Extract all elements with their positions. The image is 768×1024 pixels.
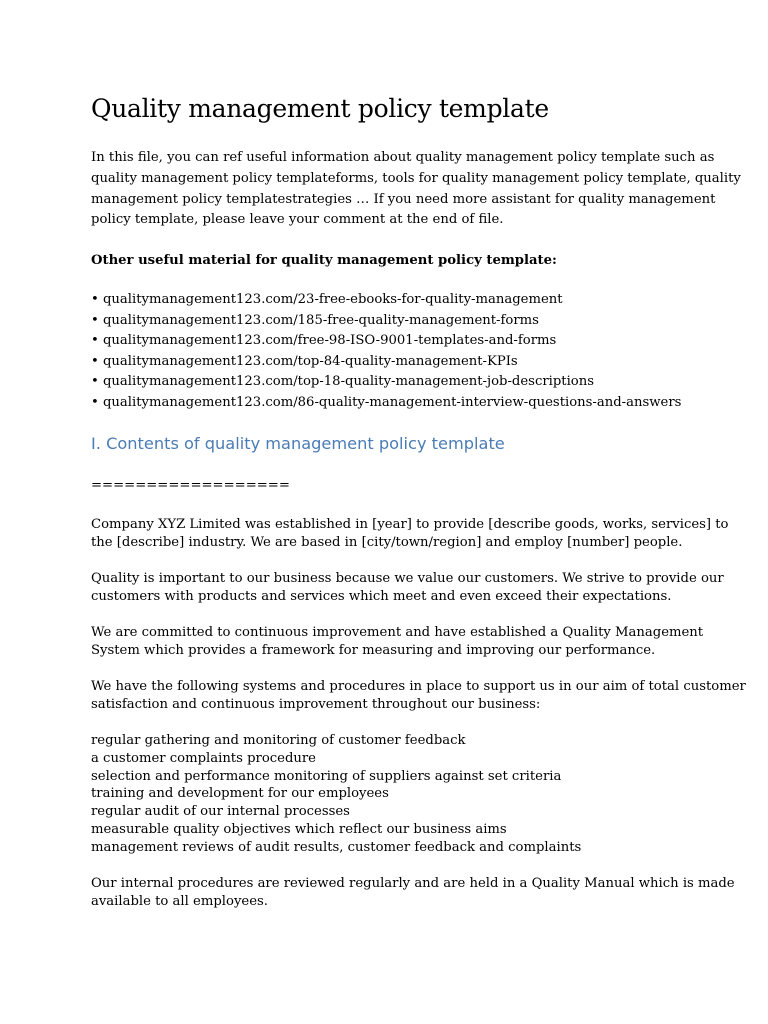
systems-list-item: regular audit of our internal processes [91, 804, 350, 820]
systems-list-item: regular gathering and monitoring of customer feedback [91, 733, 466, 748]
link-item[interactable]: • qualitymanagement123.com/23-free-ebooks-for-quality-management [91, 292, 563, 307]
other-material-heading: Other useful material for quality management policy template: [91, 253, 557, 268]
paragraph-line: the [describe] industry. We are based in [city/town/region] and employ [number] people. [91, 535, 683, 550]
paragraph-line: System which provides a framework for measuring and improving our performance. [91, 643, 656, 658]
paragraph-line: customers with products and services which meet and even exceed their expectations. [91, 589, 672, 604]
paragraph-line: Our internal procedures are reviewed regularly and are held in a Quality Manual which is made [91, 876, 735, 891]
paragraph-line: We are committed to continuous improvement and have established a Quality Management [91, 625, 704, 640]
separator-line: ================== [91, 478, 290, 493]
intro-paragraph [91, 148, 741, 231]
paragraph-line: available to all employees. [91, 894, 268, 909]
intro-line: policy template, please leave your comment at the end of file. [91, 212, 504, 228]
intro-line: management policy templatestrategies … If you need more assistant for quality management [91, 191, 716, 207]
improvement-paragraph [91, 624, 704, 660]
procedures-paragraph [91, 875, 735, 911]
link-item[interactable]: • qualitymanagement123.com/86-quality-management-interview-questions-and-answers [91, 394, 682, 410]
systems-list-item: selection and performance monitoring of suppliers against set criteria [91, 768, 562, 784]
systems-list [91, 732, 581, 857]
paragraph-line: satisfaction and continuous improvement throughout our business: [91, 697, 541, 712]
systems-list-item: a customer complaints procedure [91, 750, 316, 766]
systems-list-item: measurable quality objectives which reflect our business aims [91, 821, 507, 837]
link-item[interactable]: • qualitymanagement123.com/185-free-quality-management-forms [91, 312, 539, 328]
systems-intro-paragraph [91, 678, 746, 714]
systems-list-item: management reviews of audit results, customer feedback and complaints [91, 839, 582, 855]
intro-line: quality management policy templateforms, tools for quality management policy template, quality [91, 170, 741, 186]
intro-line: In this file, you can ref useful information about quality management policy template such as [91, 150, 715, 165]
link-item[interactable]: • qualitymanagement123.com/free-98-ISO-9001-templates-and-forms [91, 333, 557, 349]
quality-paragraph [91, 570, 724, 606]
link-item[interactable]: • qualitymanagement123.com/top-84-quality-management-KPIs [91, 353, 518, 369]
link-item[interactable]: • qualitymanagement123.com/top-18-quality-management-job-descriptions [91, 374, 595, 390]
paragraph-line: Quality is important to our business because we value our customers. We strive to provide our [91, 571, 724, 586]
systems-list-item: training and development for our employees [91, 786, 389, 802]
paragraph-line: Company XYZ Limited was established in [year] to provide [describe goods, works, services] to [91, 517, 729, 532]
useful-links-list [91, 290, 681, 414]
company-paragraph [91, 516, 729, 552]
section-heading-contents: I. Contents of quality management policy template [91, 434, 505, 453]
document-title: Quality management policy template [91, 94, 549, 123]
paragraph-line: We have the following systems and procedures in place to support us in our aim of total customer [91, 679, 746, 694]
